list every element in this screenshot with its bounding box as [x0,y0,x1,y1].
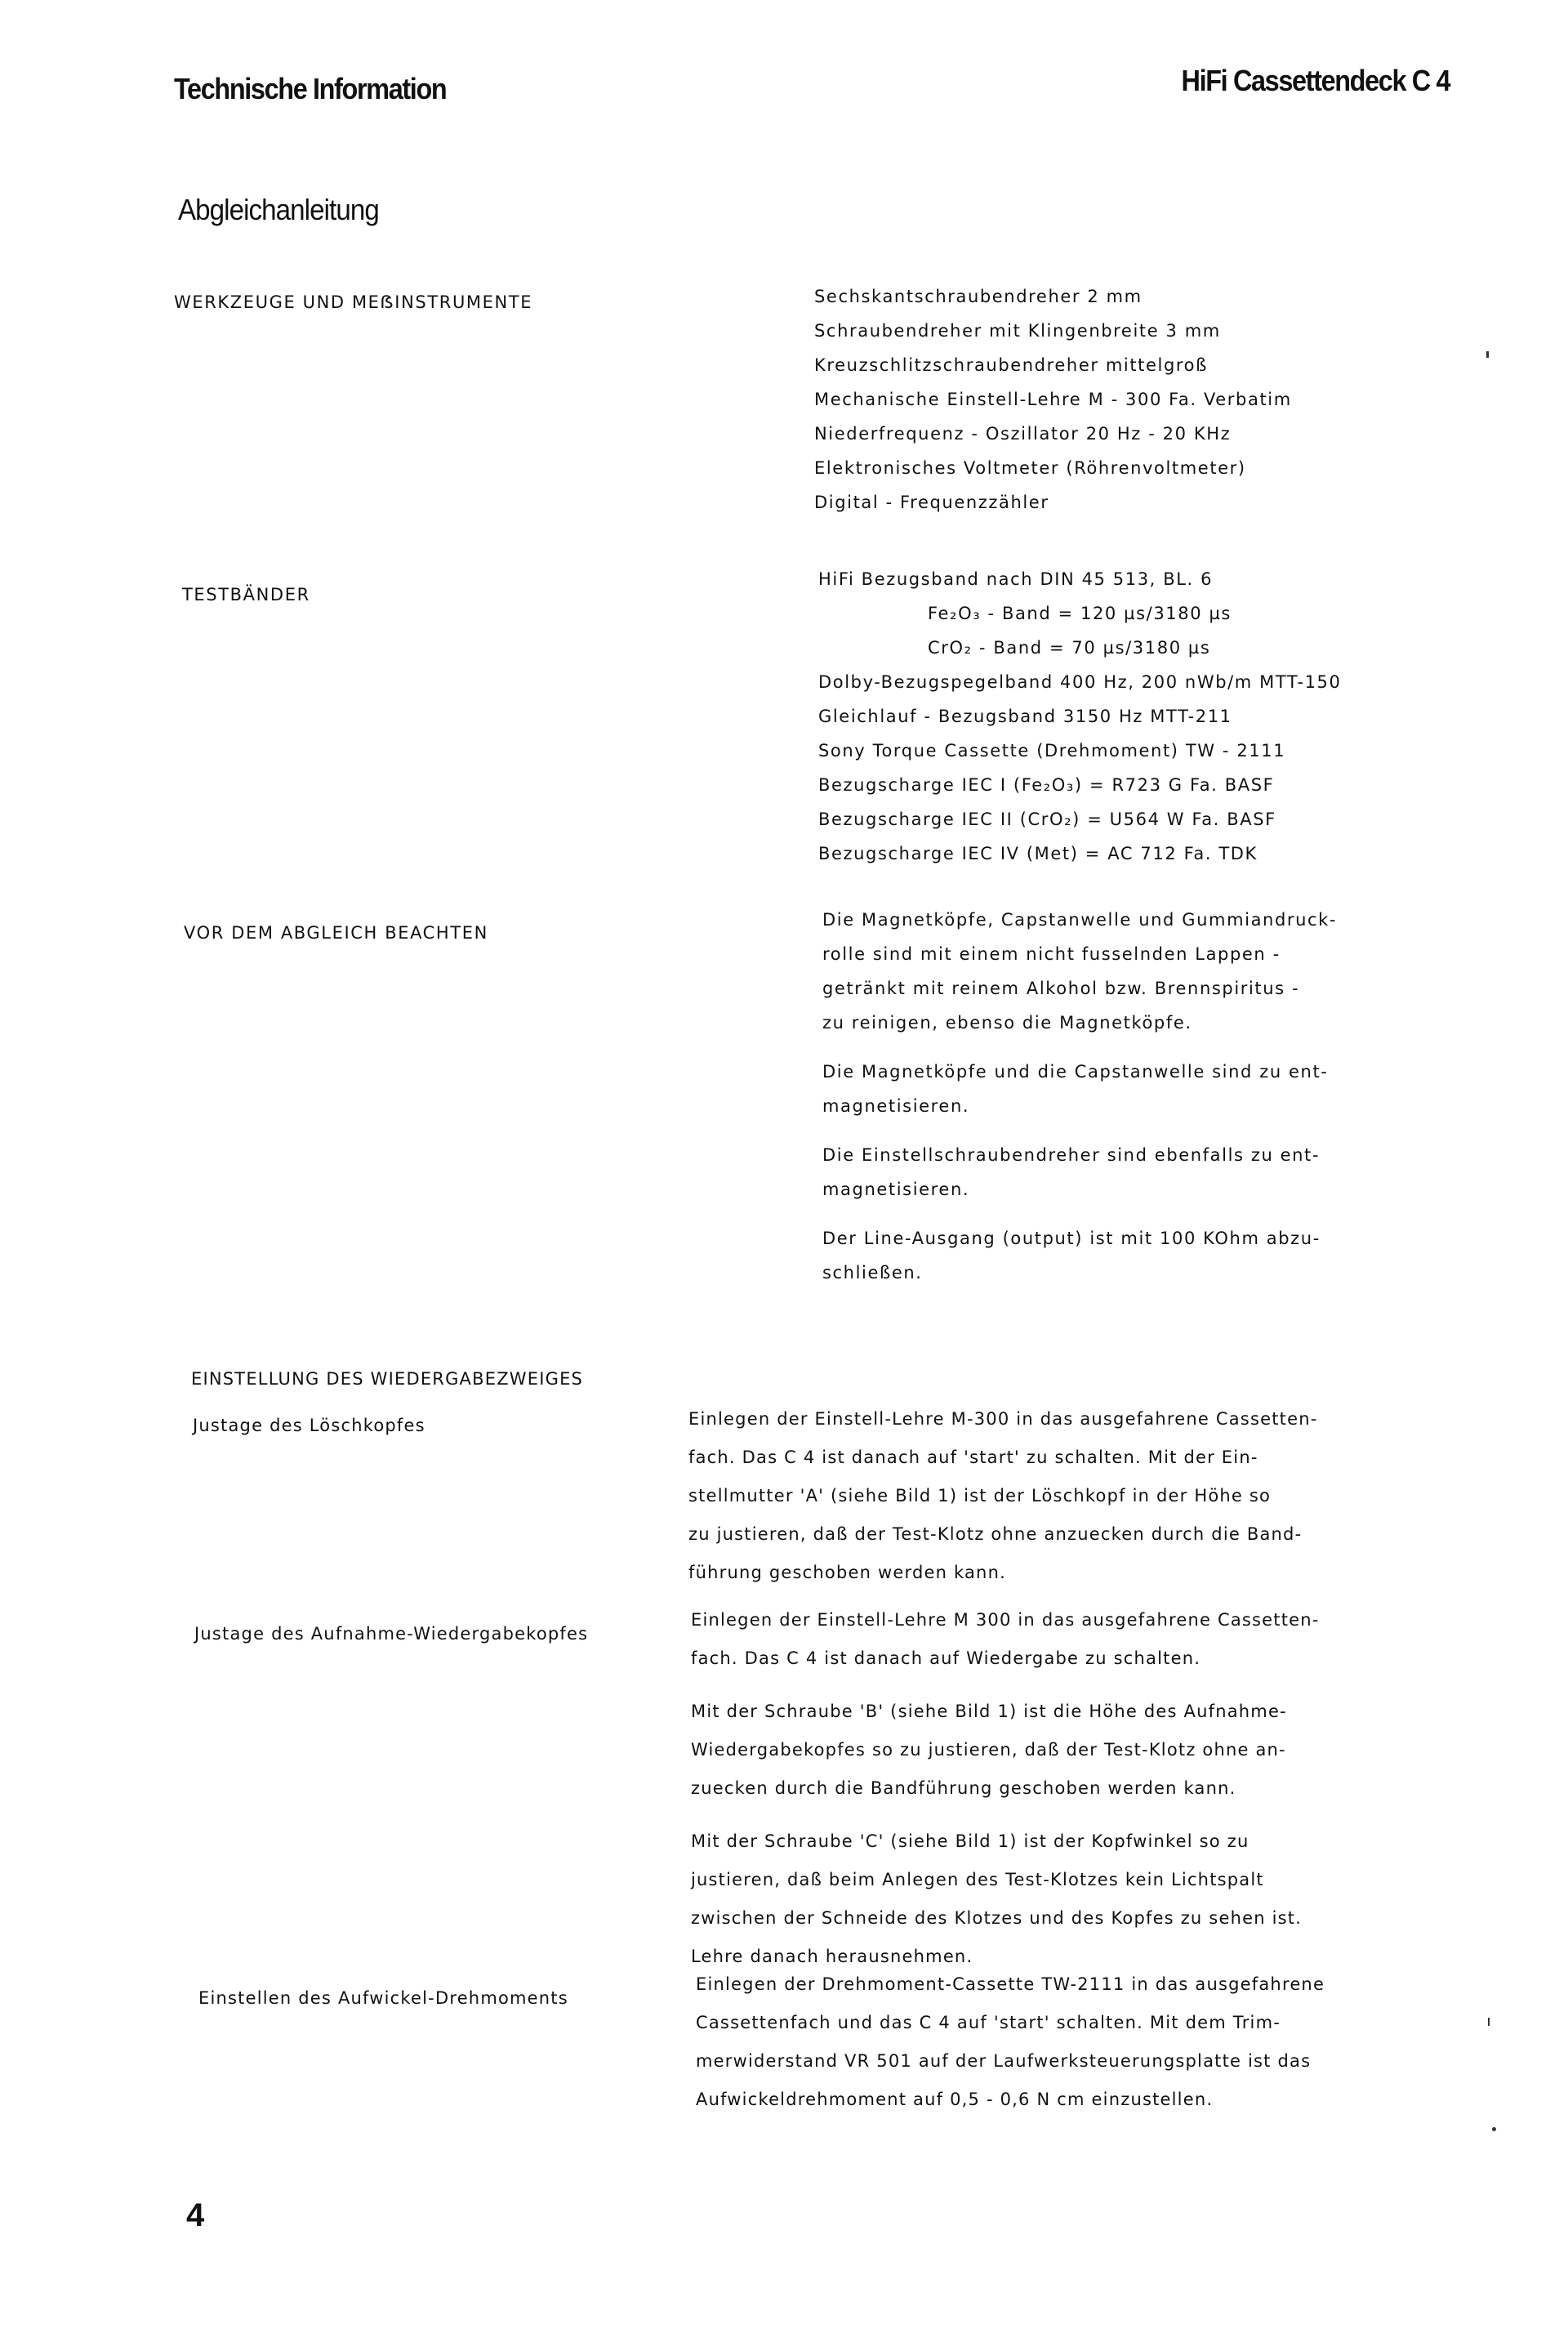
scan-speck [1488,2018,1490,2026]
scan-speck [1492,2127,1496,2131]
text-line: Wiedergabekopfes so zu justieren, daß der Test-Klotz ohne an- [691,1740,1286,1760]
text-line: rolle sind mit einem nicht fusselnden Lappen - [822,944,1281,964]
section-heading-wiedergabe: EINSTELLUNG DES WIEDERGABEZWEIGES [191,1369,584,1389]
page-title: Abgleichanleitung [178,193,379,226]
step-text-loeschkopf [688,1400,1317,1592]
list-item: Dolby-Bezugspegelband 400 Hz, 200 nWb/m MTT-150 [818,672,1342,692]
text-line: stellmutter 'A' (siehe Bild 1) ist der Löschkopf in der Höhe so [688,1486,1272,1506]
list-item: Fe₂O₃ - Band = 120 µs/3180 µs [928,604,1232,623]
text-line: merwiderstand VR 501 auf der Laufwerksteuerungsplatte ist das [696,2051,1312,2071]
step-text-drehmoment [696,1965,1325,2119]
text-line: zwischen der Schneide des Klotzes und des Kopfes zu sehen ist. [691,1908,1303,1928]
text-line: fach. Das C 4 ist danach auf 'start' zu schalten. Mit der Ein- [688,1448,1258,1467]
step-text-aufnahme-wiedergabekopf [691,1601,1320,1976]
text-line: Mit der Schraube 'B' (siehe Bild 1) ist die Höhe des Aufnahme- [691,1702,1287,1721]
list-item: Bezugscharge IEC I (Fe₂O₃) = R723 G Fa. BASF [818,775,1275,795]
text-line: Die Einstellschraubendreher sind ebenfalls zu ent- [822,1145,1321,1165]
list-item: CrO₂ - Band = 70 µs/3180 µs [928,638,1211,658]
list-item: Digital - Frequenzzähler [814,493,1049,512]
text-line: Aufwickeldrehmoment auf 0,5 - 0,6 N cm einzustellen. [696,2090,1214,2109]
text-line: Einlegen der Einstell-Lehre M 300 in das ausgefahrene Cassetten- [691,1610,1320,1630]
step-label-aufnahme-wiedergabekopf: Justage des Aufnahme-Wiedergabekopfes [194,1624,589,1644]
list-item: Mechanische Einstell-Lehre M - 300 Fa. Verbatim [814,390,1292,409]
list-item: Sony Torque Cassette (Drehmoment) TW - 2111 [818,741,1286,761]
step-label-loeschkopf: Justage des Löschkopfes [193,1416,425,1435]
text-line: Die Magnetköpfe und die Capstanwelle sind zu ent- [822,1062,1329,1082]
page-number: 4 [186,2197,205,2233]
text-line: Cassettenfach und das C 4 auf 'start' schalten. Mit dem Trim- [696,2013,1281,2032]
list-item: Bezugscharge IEC IV (Met) = AC 712 Fa. TDK [818,844,1258,863]
text-line: justieren, daß beim Anlegen des Test-Klotzes kein Lichtspalt [691,1870,1264,1889]
text-line: Der Line-Ausgang (output) ist mit 100 KOhm abzu- [822,1229,1321,1248]
tools-list [814,279,1292,520]
header-right-title: HiFi Cassettendeck C 4 [1181,64,1450,97]
text-line: getränkt mit reinem Alkohol bzw. Brennspiritus - [822,979,1300,998]
list-item: Bezugscharge IEC II (CrO₂) = U564 W Fa. BASF [818,810,1276,829]
text-line: fach. Das C 4 ist danach auf Wiedergabe zu schalten. [691,1648,1201,1668]
header-left-title: Technische Information [174,72,447,105]
list-item: Gleichlauf - Bezugsband 3150 Hz MTT-211 [818,707,1232,726]
scan-speck [1486,351,1489,358]
text-line: zuecken durch die Bandführung geschoben werden kann. [691,1778,1236,1798]
text-line: Mit der Schraube 'C' (siehe Bild 1) ist der Kopfwinkel so zu [691,1831,1250,1851]
text-line: magnetisieren. [822,1096,970,1116]
text-line: magnetisieren. [822,1180,970,1199]
vor-abgleich-text [822,903,1337,1290]
list-item: HiFi Bezugsband nach DIN 45 513, BL. 6 [818,569,1214,589]
list-item: Kreuzschlitzschraubendreher mittelgroß [814,355,1208,375]
list-item: Elektronisches Voltmeter (Röhrenvoltmeter) [814,458,1246,478]
list-item: Sechskantschraubendreher 2 mm [814,287,1143,306]
text-line: zu reinigen, ebenso die Magnetköpfe. [822,1013,1192,1033]
text-line: zu justieren, daß der Test-Klotz ohne anzuecken durch die Band- [688,1524,1303,1544]
list-item: Schraubendreher mit Klingenbreite 3 mm [814,321,1221,341]
text-line: schließen. [822,1263,923,1282]
testbaender-list [818,562,1341,871]
text-line: Einlegen der Einstell-Lehre M-300 in das ausgefahrene Cassetten- [688,1409,1318,1429]
section-label-vor-abgleich: VOR DEM ABGLEICH BEACHTEN [184,923,488,943]
text-line: Einlegen der Drehmoment-Cassette TW-2111 in das ausgefahrene [696,1974,1325,1994]
text-line: führung geschoben werden kann. [688,1563,1006,1582]
list-item: Niederfrequenz - Oszillator 20 Hz - 20 KHz [814,424,1232,444]
section-label-tools: WERKZEUGE UND MEẞINSTRUMENTE [174,292,533,312]
section-label-testbaender: TESTBÄNDER [182,585,310,604]
step-label-drehmoment: Einstellen des Aufwickel-Drehmoments [198,1988,568,2008]
text-line: Die Magnetköpfe, Capstanwelle und Gummiandruck- [822,910,1338,930]
text-line: Lehre danach herausnehmen. [691,1947,973,1966]
